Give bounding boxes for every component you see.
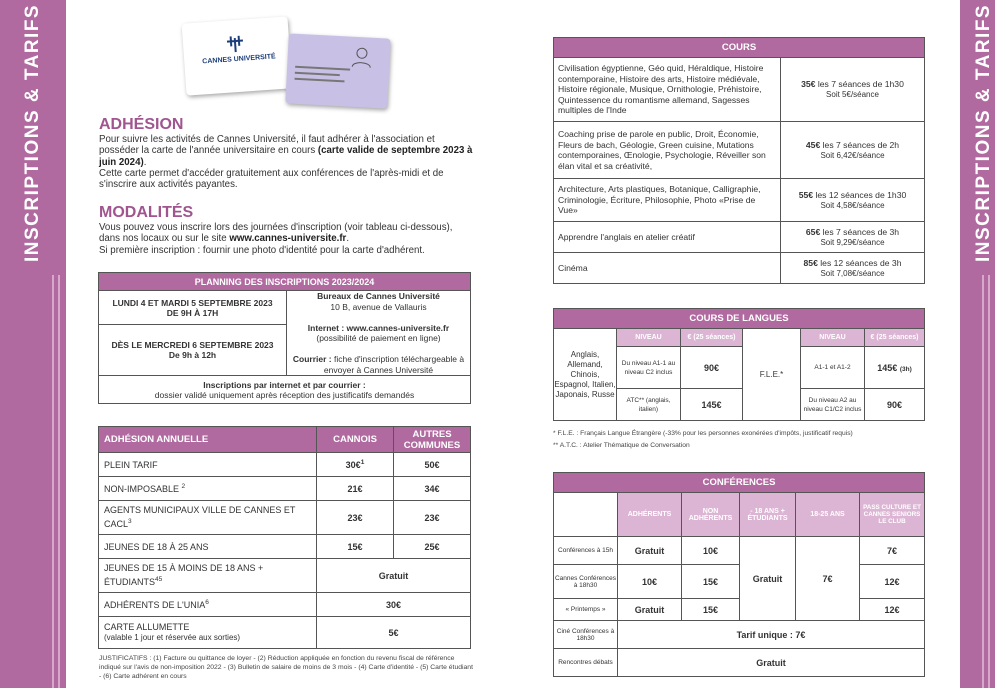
col-header: AUTRES COMMUNES: [394, 427, 471, 453]
langues-list: Anglais, Allemand, Chinois, Espagnol, Italien, Japonais, Russe: [554, 329, 617, 421]
table-row: Coaching prise de parole en public, Droit, Économie, Fleurs de bach, Géologie, Green cuisine, Mutations contemporaines, Œnologie, Psychologie, Réveiller son élan vital et sa créativité, 45€ les 7 séances de 2h Soit 6,42€/séance: [554, 122, 925, 179]
fle-label: F.L.E.*: [743, 329, 801, 421]
planning-table: [98, 272, 471, 404]
modalites-text: Vous pouvez vous inscrire lors des journées d'inscription (voir tableau ci-dessous), dans nos locaux ou sur le site www.cannes-universite.fr. Si première inscription : fournir une photo d'identité pour la carte d'adhérent.: [99, 222, 453, 256]
website-link[interactable]: www.cannes-universite.fr: [229, 233, 347, 245]
table-row: ADHÉRENTS DE L'UNIA$^6$ 30€: [99, 593, 471, 617]
card-logo-text: CANNES UNIVERSITÉ: [202, 53, 276, 66]
table-row: JEUNES DE 15 À MOINS DE 18 ANS + $ÉTUDIANTS^{45}$ Gratuit: [99, 559, 471, 593]
table-row: Architecture, Arts plastiques, Botanique, Calligraphie, Criminologie, Écriture, Philosophie, Photo «Prise de Vue» 55€ les 12 séances de 1h30 Soit 4,58€/séance: [554, 179, 925, 222]
adhesion-text: Pour suivre les activités de Cannes Université, il faut adhérer à l'association et posséder la carte de l'année universitaire en cours (carte valide de septembre 2023 à juin 2024). Cette carte permet d'accéder gratuitement aux conférences de l'après-midi et de s'inscrire aux activités payantes.: [99, 134, 473, 191]
col-header: ADHÉSION ANNUELLE: [99, 427, 317, 453]
table-row: CARTE ALLUMETTE (valable 1 jour et réservée aux sorties) 5€: [99, 617, 471, 649]
col-header: CANNOIS: [317, 427, 394, 453]
adhesion-title: ADHÉSION: [99, 116, 184, 133]
sidebar-title-left: INSCRIPTIONS & TARIFS: [22, 3, 43, 262]
sidebar-stripe: [982, 275, 984, 688]
langues-table: COURS DE LANGUES Anglais, Allemand, Chinois, Espagnol, Italien, Japonais, Russe NIVEAU € (25 séances) F.L.E.* NIVEAU € (25 séances) Du niveau A1-1 au niveau C2 inclus 90€ A1-1 et A1-2 145€ (3h) ATC** (anglais, italien) 145€ Du niveau A2 au niveau C1/C2 inclus 90€: [553, 308, 925, 421]
planning-location: Bureaux de Cannes Université 10 B, avenue de Vallauris Internet : www.cannes-universite.fr (possibilité de paiement en ligne) Courrier : fiche d'inscription téléchargeable à envoyer à Cannes Université: [287, 291, 471, 376]
justificatifs-note: JUSTIFICATIFS : (1) Facture ou quittance de loyer - (2) Réduction appliquée en fonction du revenu fiscal de référence indiqué sur l'avis de non-imposition 2022 - (3) Bulletin de salaire de moins de 3 mois - (4) Carte d'identité - (5) Carte étudiant - (6) Carte adhérent en cours: [99, 655, 473, 680]
table-row: Ciné Conférences à 18h30 Tarif unique : 7€: [554, 621, 925, 649]
sidebar-stripe: [58, 275, 60, 688]
table-row: Civilisation égyptienne, Géo quid, Héraldique, Histoire contemporaine, Histoire des arts, Histoire médiévale, Histoire régionale, Musique, Ornithologie, Préhistoire, Quintessence du romantisme allemand, Sagesses multiples de l'Inde 35€ les 7 séances de 1h30 Soit 5€/séance: [554, 58, 925, 122]
planning-date-2: DÈS LE MERCREDI 6 SEPTEMBRE 2023 De 9h à 12h: [99, 325, 287, 376]
cours-table: [553, 37, 925, 284]
adhesion-table: [98, 426, 471, 649]
table-row: Rencontres débats Gratuit: [554, 649, 925, 677]
university-card-front: [182, 16, 293, 95]
sidebar-stripe: [52, 275, 54, 688]
table-row: NON-IMPOSABLE $^2$ 21€ 34€: [99, 477, 471, 501]
sidebar-title-right: INSCRIPTIONS & TARIFS: [973, 3, 994, 262]
table-row: AGENTS MUNICIPAUX VILLE DE CANNES ET CACL$^3$ 23€ 23€: [99, 501, 471, 535]
member-card: [285, 33, 391, 108]
table-row: JEUNES DE 18 À 25 ANS 15€ 25€: [99, 535, 471, 559]
modalites-title: MODALITÉS: [99, 204, 194, 221]
planning-date-1: LUNDI 4 ET MARDI 5 SEPTEMBRE 2023 DE 9H À 17H: [99, 291, 287, 325]
table-row: Cannes Conférences à 18h30 10€ 15€ 12€: [554, 565, 925, 599]
conf-title: CONFÉRENCES: [554, 473, 925, 493]
table-row: PLEIN TARIF 30€$^1$ 50€: [99, 453, 471, 477]
cannes-universite-logo: [224, 33, 245, 54]
langues-title: COURS DE LANGUES: [554, 309, 925, 329]
table-row: Cinéma 85€ les 12 séances de 3h Soit 7,08€/séance: [554, 253, 925, 284]
table-row: Apprendre l'anglais en atelier créatif 65€ les 7 séances de 3h Soit 9,29€/séance: [554, 222, 925, 253]
planning-title: PLANNING DES INSCRIPTIONS 2023/2024: [99, 273, 471, 291]
langues-notes: * F.L.E. : Français Langue Étrangère (-33% pour les personnes exonérées d'impôts, justificatif requis) ** A.T.C. : Atelier Thématique de Conversation: [553, 430, 853, 449]
cours-title: COURS: [554, 38, 925, 58]
planning-footer: Inscriptions par internet et par courrier : dossier validé uniquement après réception des justificatifs demandés: [99, 376, 471, 404]
conferences-table: CONFÉRENCES ADHÉRENTS NON ADHÉRENTS - 18 ANS + ÉTUDIANTS 18-25 ANS PASS CULTURE ET CANNES SENIORS LE CLUB Conférences à 15h Gratuit 10€ Gratuit 7€ 7€ Cannes Conférences à 18h30 10€ 15€ 12€ « Printemps » Gratuit 15€ 12€ Ciné Conférences à 18h30 Tarif unique : 7€ Rencontres débats Gratuit: [553, 472, 925, 677]
member-photo-icon: [349, 45, 374, 70]
table-row: Conférences à 15h Gratuit 10€ Gratuit 7€ 7€: [554, 537, 925, 565]
table-row: « Printemps » Gratuit 15€ 12€: [554, 599, 925, 621]
sidebar-stripe: [988, 275, 990, 688]
